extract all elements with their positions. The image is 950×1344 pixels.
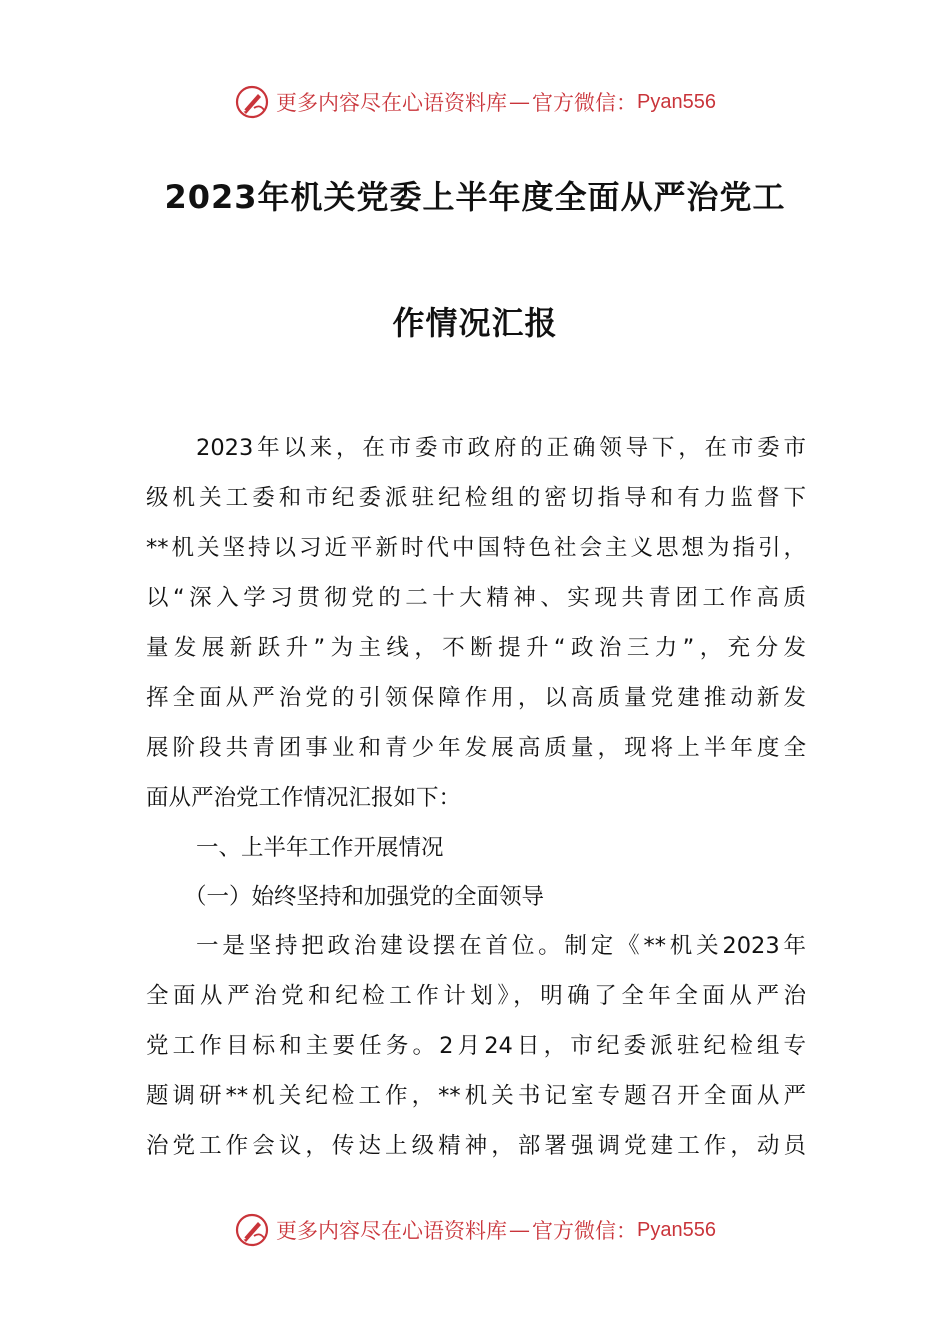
body-line: 展阶段共青团事业和青少年发展高质量，现将上半年度全 — [146, 735, 806, 761]
banner-separator: — — [509, 90, 531, 114]
pen-logo-icon — [234, 84, 270, 120]
footer-banner — [0, 1210, 950, 1250]
section-heading: 一、上半年工作开展情况 — [196, 835, 444, 861]
body-line: 题调研**机关纪检工作，**机关书记室专题召开全面从严 — [146, 1083, 806, 1109]
banner-wechat-id: Pyan556 — [637, 90, 716, 113]
header-banner — [0, 82, 950, 122]
body-line: **机关坚持以习近平新时代中国特色社会主义思想为指引， — [146, 535, 806, 561]
body-line: 以“深入学习贯彻党的二十大精神、实现共青团工作高质 — [146, 585, 806, 611]
body-line: 全面从严治党和纪检工作计划》，明确了全年全面从严治 — [146, 983, 806, 1009]
banner-wechat-id: Pyan556 — [637, 1218, 716, 1241]
body-line: 2023年以来，在市委市政府的正确领导下，在市委市 — [196, 435, 806, 461]
banner-wechat-label: 官方微信： — [532, 91, 638, 115]
banner-text: 更多内容尽在心语资料库 — [276, 91, 508, 115]
body-line: 挥全面从严治党的引领保障作用，以高质量党建推动新发 — [146, 685, 806, 711]
body-line: 党工作目标和主要任务。2月24日，市纪委派驻纪检组专 — [146, 1033, 806, 1059]
body-line: 级机关工委和市纪委派驻纪检组的密切指导和有力监督下 — [146, 485, 806, 511]
document-title-line-1: 2023年机关党委上半年度全面从严治党工 — [164, 178, 786, 216]
body-line: 治党工作会议，传达上级精神，部署强调党建工作，动员 — [146, 1133, 806, 1159]
pen-logo-icon — [234, 1212, 270, 1248]
body-line: 面从严治党工作情况汇报如下： — [146, 785, 462, 811]
document-title-line-2: 作情况汇报 — [392, 304, 558, 342]
banner-separator: — — [509, 1218, 531, 1242]
banner-wechat-label: 官方微信： — [532, 1219, 638, 1243]
subsection-heading: （一）始终坚持和加强党的全面领导 — [184, 884, 545, 910]
body-line: 量发展新跃升”为主线，不断提升“政治三力”，充分发 — [146, 635, 806, 661]
body-line: 一是坚持把政治建设摆在首位。制定《**机关2023年 — [196, 933, 806, 959]
banner-text: 更多内容尽在心语资料库 — [276, 1219, 508, 1243]
